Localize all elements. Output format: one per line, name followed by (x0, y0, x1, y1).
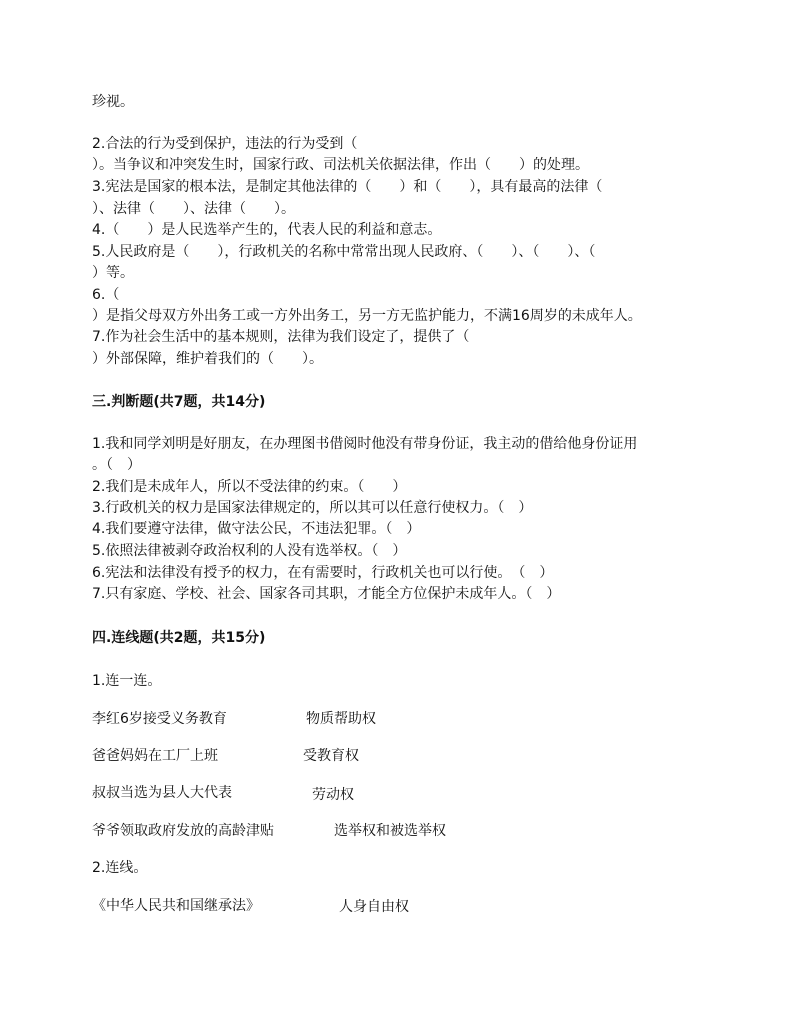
matching-q2-label: 2.连线。 (92, 860, 148, 876)
fill-blank-line: ）外部保障，维护着我们的（ ）。 (92, 351, 323, 367)
section-title-matching: 四.连线题(共2题，共15分) (92, 630, 266, 646)
judgment-question: 3.行政机关的权力是国家法律规定的，所以其可以任意行使权力。（ ） (92, 500, 533, 516)
fill-blank-line: 2.合法的行为受到保护，违法的行为受到（ (92, 136, 358, 152)
matching-right-item: 人身自由权 (339, 899, 409, 915)
matching-left-item: 《中华人民共和国继承法》 (92, 898, 260, 914)
judgment-question: 。（ ） (92, 457, 141, 473)
fill-blank-line: ）、法律（ ）、法律（ ）。 (92, 201, 295, 217)
matching-q1-label: 1.连一连。 (92, 673, 162, 689)
judgment-question: 6.宪法和法律没有授予的权力，在有需要时，行政机关也可以行使。 （ ） (92, 565, 554, 581)
judgment-question: 4.我们要遵守法律，做守法公民，不违法犯罪。（ ） (92, 521, 421, 537)
fill-blank-line: 4.（ ）是人民选举产生的，代表人民的利益和意志。 (92, 222, 442, 238)
matching-left-item: 李红6岁接受义务教育 (92, 711, 227, 727)
section-title-judgment: 三.判断题(共7题，共14分) (92, 394, 266, 410)
matching-right-item: 劳动权 (312, 787, 354, 803)
matching-left-item: 爷爷领取政府发放的高龄津贴 (92, 823, 274, 839)
matching-right-item: 选举权和被选举权 (334, 823, 446, 839)
fill-blank-line: 7.作为社会生活中的基本规则，法律为我们设定了，提供了（ (92, 329, 470, 345)
matching-right-item: 物质帮助权 (306, 711, 376, 727)
fill-blank-line: 珍视。 (92, 94, 134, 110)
fill-blank-line: ）。当争议和冲突发生时，国家行政、司法机关依据法律，作出（ ）的处理。 (92, 157, 589, 173)
judgment-question: 2.我们是未成年人，所以不受法律的约束。（ ） (92, 479, 407, 495)
fill-blank-line: 3.宪法是国家的根本法，是制定其他法律的（ ）和（ ），具有最高的法律（ (92, 179, 603, 195)
judgment-question: 7.只有家庭、学校、社会、国家各司其职，才能全方位保护未成年人。（ ） (92, 586, 561, 602)
matching-right-item: 受教育权 (303, 748, 359, 764)
fill-blank-line: ）等。 (92, 265, 134, 281)
matching-left-item: 爸爸妈妈在工厂上班 (92, 748, 218, 764)
judgment-question: 1.我和同学刘明是好朋友，在办理图书借阅时他没有带身份证，我主动的借给他身份证用 (92, 436, 638, 452)
fill-blank-line: ）是指父母双方外出务工或一方外出务工，另一方无监护能力，不满16周岁的未成年人。 (92, 308, 642, 324)
judgment-question: 5.依照法律被剥夺政治权利的人没有选举权。（ ） (92, 543, 407, 559)
matching-left-item: 叔叔当选为县人大代表 (92, 785, 232, 801)
fill-blank-line: 5.人民政府是（ ），行政机关的名称中常常出现人民政府、（ ）、（ ）、（ (92, 244, 596, 260)
fill-blank-line: 6.（ (92, 287, 120, 303)
